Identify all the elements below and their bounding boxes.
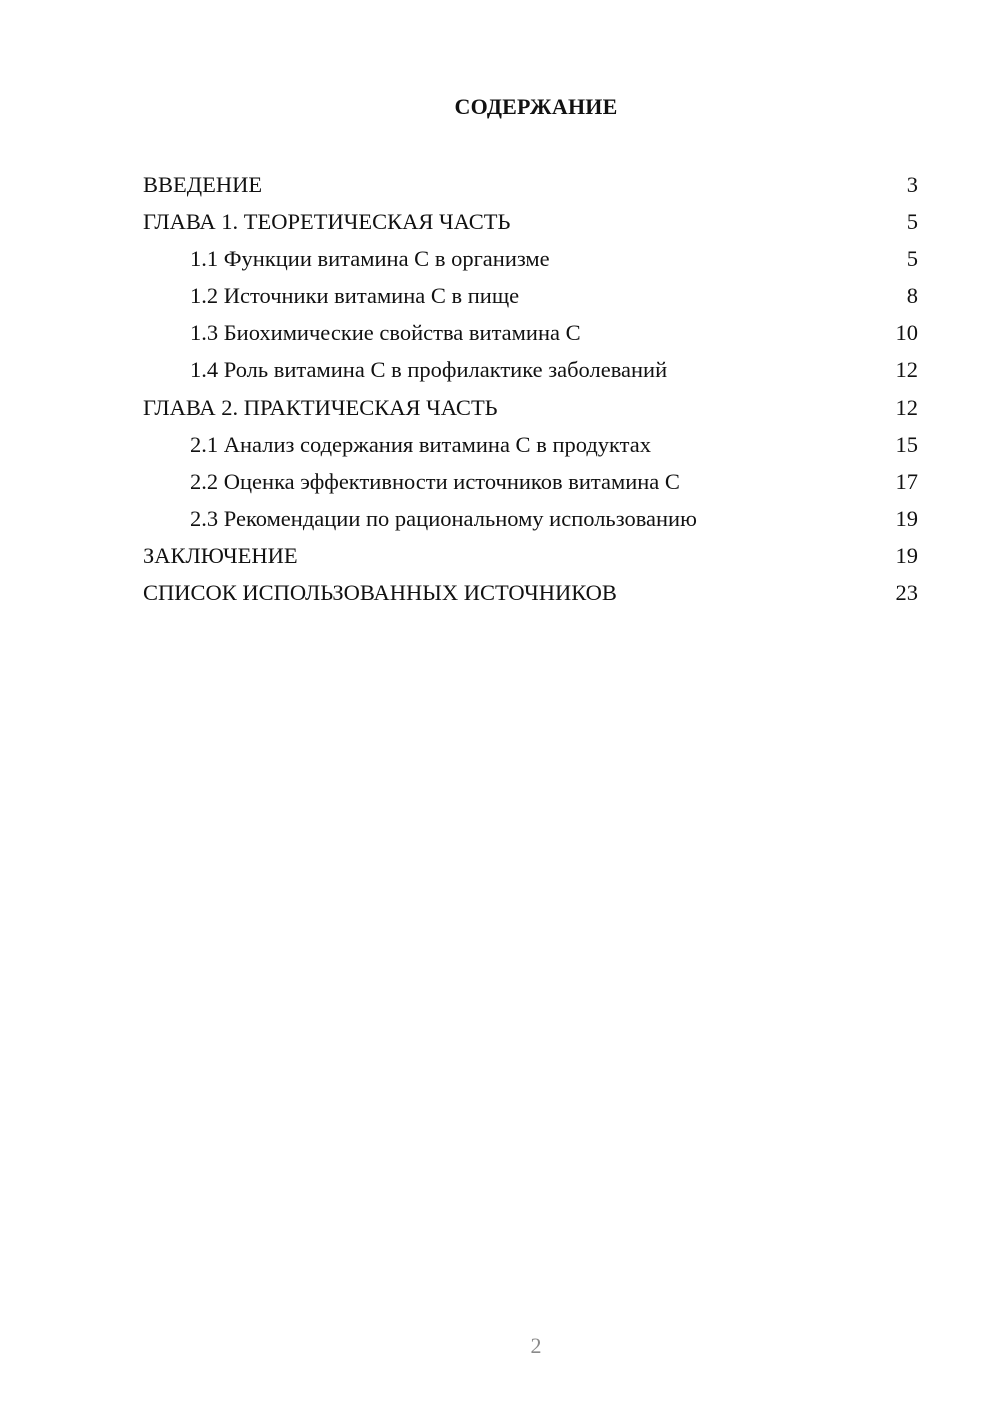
toc-entry <box>143 166 918 203</box>
toc-entry-page: 10 <box>895 320 918 346</box>
toc-entry <box>143 426 918 463</box>
toc-entry <box>143 537 918 574</box>
toc-entry-page: 5 <box>906 246 918 272</box>
toc-entry <box>143 463 918 500</box>
toc-entry-page: 5 <box>906 209 918 235</box>
table-of-contents <box>143 166 918 611</box>
toc-entry <box>143 203 918 240</box>
toc-entry-page: 12 <box>895 394 918 420</box>
toc-entry-label: 2.3 Рекомендации по рациональному использованию <box>190 505 697 531</box>
toc-entry <box>143 500 918 537</box>
toc-entry <box>143 574 918 611</box>
toc-entry-label: 1.4 Роль витамина С в профилактике заболеваний <box>190 357 668 383</box>
toc-entry-label: ГЛАВА 2. ПРАКТИЧЕСКАЯ ЧАСТЬ <box>143 394 498 420</box>
toc-entry-label: 1.1 Функции витамина С в организме <box>190 246 550 272</box>
toc-entry-label: ЗАКЛЮЧЕНИЕ <box>143 542 298 568</box>
page-title: СОДЕРЖАНИЕ <box>454 94 618 119</box>
toc-entry-label: 1.2 Источники витамина С в пище <box>190 283 520 309</box>
toc-entry-label: 1.3 Биохимические свойства витамина С <box>190 320 581 346</box>
toc-entry <box>143 389 918 426</box>
toc-entry <box>143 351 918 388</box>
toc-entry <box>143 240 918 277</box>
toc-entry-page: 19 <box>895 542 918 568</box>
toc-entry-page: 8 <box>906 283 918 309</box>
toc-entry-page: 23 <box>895 580 918 606</box>
toc-entry <box>143 314 918 351</box>
toc-entry-page: 15 <box>895 431 918 457</box>
page-number: 2 <box>530 1333 542 1358</box>
toc-entry-label: ВВЕДЕНИЕ <box>143 172 263 197</box>
toc-entry-page: 12 <box>895 357 918 383</box>
toc-entry-label: 2.2 Оценка эффективности источников витамина С <box>190 468 680 494</box>
toc-entry-page: 19 <box>895 505 918 531</box>
toc-entry-page: 17 <box>895 468 918 494</box>
toc-entry-label: СПИСОК ИСПОЛЬЗОВАННЫХ ИСТОЧНИКОВ <box>143 580 617 606</box>
toc-entry <box>143 277 918 314</box>
toc-entry-label: 2.1 Анализ содержания витамина С в продуктах <box>190 431 652 457</box>
toc-entry-page: 3 <box>906 172 918 197</box>
toc-entry-label: ГЛАВА 1. ТЕОРЕТИЧЕСКАЯ ЧАСТЬ <box>143 209 511 235</box>
